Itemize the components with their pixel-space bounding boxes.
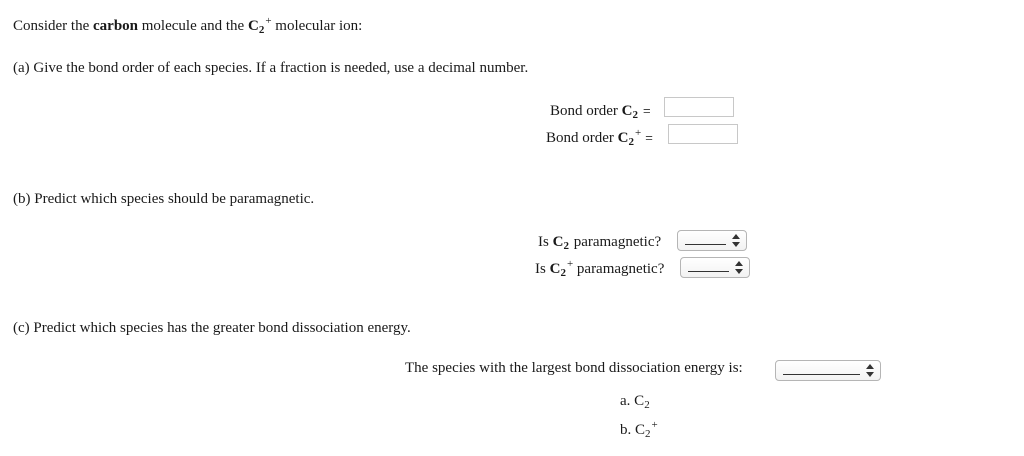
ion-formula [247,15,272,36]
up-down-arrows-icon [865,363,875,378]
formula-symbol: C [635,422,646,438]
formula-symbol: C [634,393,645,409]
paramagnetic-c2-label [538,231,661,252]
formula-symbol: C [621,103,633,119]
bond-order-label-text: Bond order [550,103,622,119]
bde-species-select[interactable] [775,360,881,381]
bond-order-c2-plus-input[interactable] [668,124,738,144]
intro-suffix: molecular ion: [271,18,363,34]
equals-sign: = [643,103,651,118]
c2-plus-formula [549,258,574,279]
is-text: Is [538,234,553,250]
part-b-prompt: (b) Predict which species should be paramagnetic. [13,191,315,207]
select-blank [783,374,860,375]
ion-subscript: 2 [258,24,265,36]
option-a [620,390,651,411]
bond-order-c2-input[interactable] [664,97,734,117]
c2-formula [553,234,570,250]
up-down-arrows-icon [734,260,744,275]
bond-order-c2-label [550,100,651,121]
formula-subscript: 2 [563,240,569,252]
select-blank [685,244,726,245]
bond-order-label-text: Bond order [546,130,618,146]
c2-formula [622,103,639,119]
intro-prefix: Consider the [13,18,93,34]
option-b [620,419,658,440]
formula-subscript: 2 [644,399,650,411]
formula-subscript: 2 [632,109,638,121]
bond-order-c2-plus-label [546,127,653,148]
paramagnetic-text: paramagnetic? [569,234,662,250]
paramagnetic-c2-select[interactable] [677,230,747,251]
option-letter: a. [620,393,631,409]
intro-middle: molecule and the [138,18,248,34]
formula-symbol: C [552,234,564,250]
paramagnetic-text: paramagnetic? [573,261,665,277]
formula-symbol: C [617,130,629,146]
part-c-prompt: (c) Predict which species has the greater bond dissociation energy. [13,320,411,336]
select-blank [688,271,729,272]
part-a-prompt: (a) Give the bond order of each species. If a fraction is needed, use a decimal number. [13,60,529,76]
formula-subscript: 2 [628,136,634,148]
formula-symbol: C [549,261,561,277]
paramagnetic-c2-plus-label [535,258,664,279]
ion-charge: + [265,15,272,27]
option-formula [635,419,658,440]
bde-question: The species with the largest bond dissociation energy is: [405,360,743,376]
intro-text [13,15,362,36]
c2-plus-formula [617,127,642,148]
paramagnetic-c2-plus-select[interactable] [680,257,750,278]
option-formula [634,393,651,409]
option-letter: b. [620,422,632,438]
formula-charge: + [635,127,642,139]
equals-sign: = [645,130,653,145]
ion-symbol: C [247,18,259,34]
formula-charge: + [566,258,574,270]
is-text: Is [535,261,550,277]
formula-charge: + [651,419,658,431]
formula-subscript: 2 [560,267,566,279]
intro-carbon: carbon [93,18,138,34]
formula-subscript: 2 [645,428,651,440]
up-down-arrows-icon [731,233,741,248]
